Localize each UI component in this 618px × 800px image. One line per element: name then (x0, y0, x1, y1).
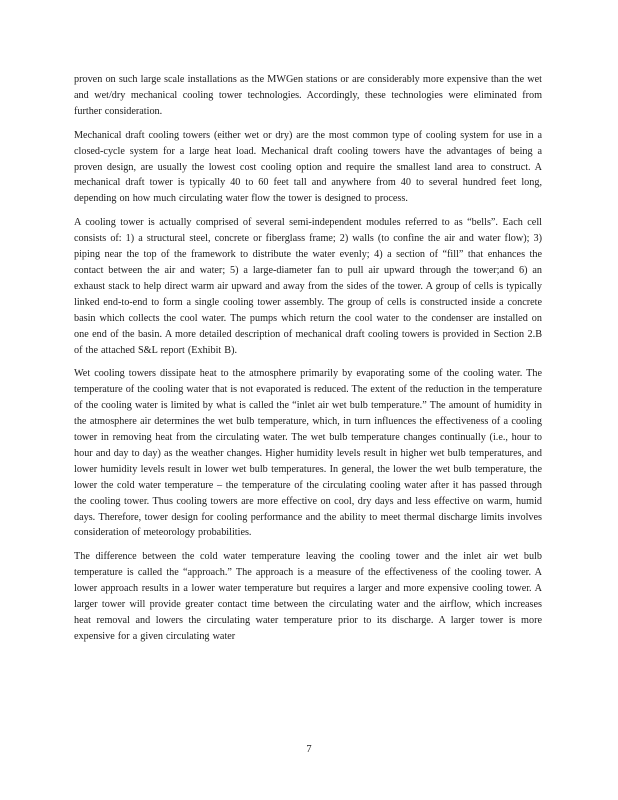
paragraph: Wet cooling towers dissipate heat to the atmosphere primarily by evaporating some of the cooling water. The temperature of the cooling water that is not evaporated is reduced. The extent of the reduction in the temperature of the cooling water is limited by what is called the “inlet air wet bulb temperature.” The amount of humidity in the atmosphere air determines the wet bulb temperature, which, in turn influences the effectiveness of a cooling tower in removing heat from the circulating water. The wet bulb temperature changes continually (i.e., hour to hour and day to day) as the weather changes. Higher humidity levels result in higher wet bulb temperatures, and lower humidity levels result in lower wet bulb temperatures. In general, the lower the wet bulb temperature, the lower the cold water temperature – the temperature of the circulating cooling water after it has passed through the cooling tower. Thus cooling towers are more effective on cool, dry days and less effective on warm, humid days. Therefore, tower design for cooling performance and the ability to meet thermal discharge limits involves consideration of meteorology probabilities. (74, 368, 542, 539)
paragraph: Mechanical draft cooling towers (either wet or dry) are the most common type of cooling system for use in a closed-cycle system for a large heat load. Mechanical draft cooling towers have the advantages of being a proven design, are usually the lowest cost cooling option and require the smallest land area to construct. A mechanical draft tower is typically 40 to 60 feet tall and anywhere from 40 to several hundred feet long, depending on how much circulating water flow the tower is designed to process. (74, 129, 542, 205)
paragraph: The difference between the cold water temperature leaving the cooling tower and the inlet air wet bulb temperature is called the “approach.” The approach is a measure of the effectiveness of the cooling tower. A lower approach results in a lower water temperature but requires a larger and more expensive cooling tower. A larger tower will provide greater contact time between the circulating water and the airflow, which increases heat removal and lowers the circulating water temperature prior to its discharge. A larger tower is more expensive for a given circulating water (74, 551, 542, 642)
page-number: 7 (306, 744, 312, 755)
page-body (74, 72, 542, 653)
paragraph: proven on such large scale installations as the MWGen stations or are considerably more expensive than the wet and wet/dry mechanical cooling tower technologies. Accordingly, these technologies were eliminated from further consideration. (74, 74, 542, 117)
paragraph: A cooling tower is actually comprised of several semi-independent modules referred to as “bells”. Each cell consists of: 1) a structural steel, concrete or fiberglass frame; 2) walls (to confine the air and water flow); 3) piping near the top of the framework to distribute the water evenly; 4) a section of “fill” that enhances the contact between the air and water; 5) a large-diameter fan to pull air upward through the tower;and 6) an exhaust stack to help direct warm air upward and away from the sides of the tower. A group of cells is typically linked end-to-end to form a single cooling tower assembly. The group of cells is constructed inside a concrete basin which collects the cool water. The pumps which return the cool water to the condenser are installed on one end of the basin. A more detailed description of mechanical draft cooling towers is provided in Section 2.B of the attached S&L report (Exhibit B). (74, 217, 542, 356)
